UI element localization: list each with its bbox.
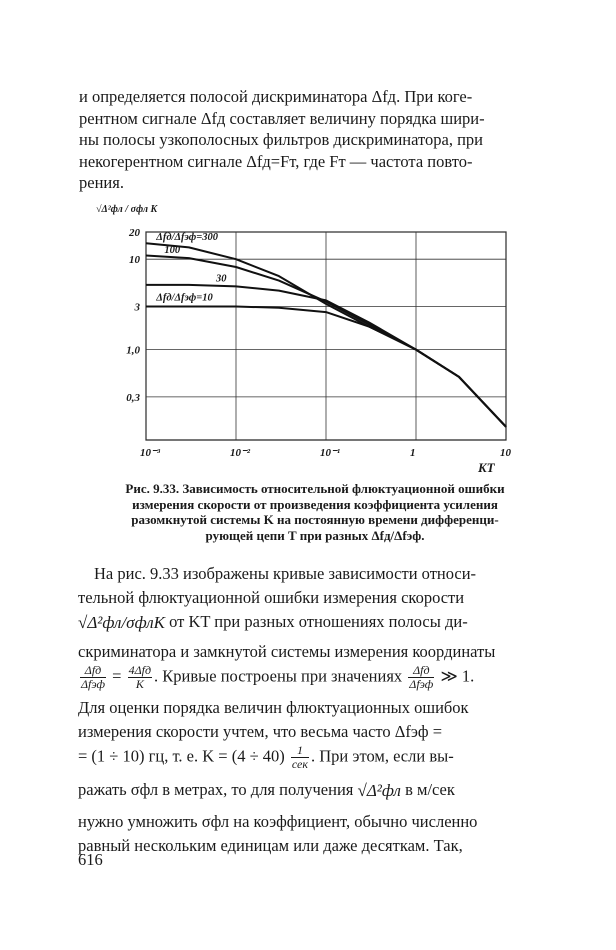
y-tick-label: 3 (134, 301, 140, 314)
body-text (78, 562, 540, 858)
body-line-4: скриминатора и замкнутой системы измерения координаты (78, 642, 496, 661)
body-line-9-b: в м/сек (400, 780, 455, 799)
frac3-den: Δfэф (409, 677, 434, 691)
y-tick-label: 10 (129, 254, 140, 267)
body-line-3 (78, 610, 540, 640)
frac1-num: Δfд (80, 664, 106, 678)
x-axis-label: KT (478, 460, 495, 475)
frac3-num: Δfд (408, 664, 434, 678)
caption-line-1: Рис. 9.33. Зависимость относительной флюктуационной ошибки (125, 481, 505, 496)
body-line-11: равный нескольким единицам или даже десяткам. Так, (78, 836, 463, 855)
frac1-den: Δfэф (81, 677, 106, 691)
x-tick-label: 10⁻³ (140, 447, 161, 459)
body-line-6: Для оценки порядка величин флюктуационных ошибок (78, 698, 469, 717)
fraction-df-ratio-2 (408, 664, 434, 691)
formula-sqrt-delta: √Δ²фл (357, 781, 401, 801)
fraction-4df-k (128, 664, 152, 691)
curve-annotation: 100 (164, 244, 181, 256)
x-tick-label: 10⁻¹ (320, 447, 341, 459)
frac4-den: сек (291, 757, 308, 771)
x-tick-label: 1 (410, 447, 416, 459)
body-line-9 (78, 778, 540, 810)
body-line-10: нужно умножить σфл на коэффициент, обычно численно (78, 812, 478, 831)
x-tick-label: 10⁻² (230, 447, 251, 459)
body-line-7: измерения скорости учтем, что весьма часто Δfэф = (78, 722, 442, 741)
fraction-1-sec (291, 744, 309, 771)
curve-annotation: Δfд/Δfэф=300 (156, 232, 219, 244)
y-axis-label: √Δ²фл / σфл K (96, 204, 158, 215)
body-line-5-end: ≫ 1. (436, 666, 475, 686)
curve-annotation: Δfд/Δfэф=10 (156, 292, 213, 304)
y-tick-label: 1,0 (126, 344, 140, 357)
body-line-8-a: = (1 ÷ 10) гц, т. е. K = (4 ÷ 40) (78, 746, 289, 766)
frac4-num: 1 (291, 744, 309, 758)
top-line-2: рентном сигнале Δfд составляет величину порядка шири- (79, 108, 485, 128)
formula-ratio: √Δ²фл/σфлK (78, 613, 165, 633)
y-tick-label: 20 (129, 227, 140, 239)
figure-9-33-chart (96, 190, 536, 480)
body-line-8-b: . При этом, если вы- (311, 746, 454, 766)
caption-line-3: разомкнутой системы K на постоянную времени дифференци- (131, 512, 499, 527)
body-line-2: тельной флюктуационной ошибки измерения скорости (78, 588, 465, 607)
caption-line-4: рующей цепи T при разных Δfд/Δfэф. (205, 527, 425, 543)
body-line-5 (78, 664, 540, 696)
caption-line-2: измерения скорости от произведения коэффициента усиления (132, 496, 498, 512)
page-number: 616 (78, 850, 103, 869)
body-line-8 (78, 744, 540, 778)
eq-sign: = (108, 666, 126, 686)
top-paragraph (79, 86, 537, 194)
y-tick-label: 0,3 (126, 391, 140, 404)
top-line-3: ны полосы узкополосных фильтров дискриминатора, при (79, 130, 484, 149)
frac2-num: 4Δfд (128, 664, 152, 677)
top-line-1: и определяется полосой дискриминатора Δfд. При коге- (79, 87, 473, 106)
body-line-3-text: от KT при разных отношениях полосы ди- (164, 612, 468, 631)
body-line-9-a: ражать σфл в метрах, то для получения (78, 780, 358, 799)
fraction-df-ratio (80, 664, 106, 691)
curve-annotation: 30 (216, 273, 227, 285)
frac2-den: K (135, 677, 144, 691)
figure-caption (98, 481, 532, 543)
top-line-5: рения. (79, 173, 124, 192)
body-line-5-text: . Кривые построены при значениях (154, 666, 407, 686)
x-tick-label: 10 (500, 447, 511, 459)
top-line-4: некогерентном сигнале Δfд=Fт, где Fт — частота повто- (79, 151, 473, 171)
body-line-1: На рис. 9.33 изображены кривые зависимости относи- (94, 564, 477, 583)
